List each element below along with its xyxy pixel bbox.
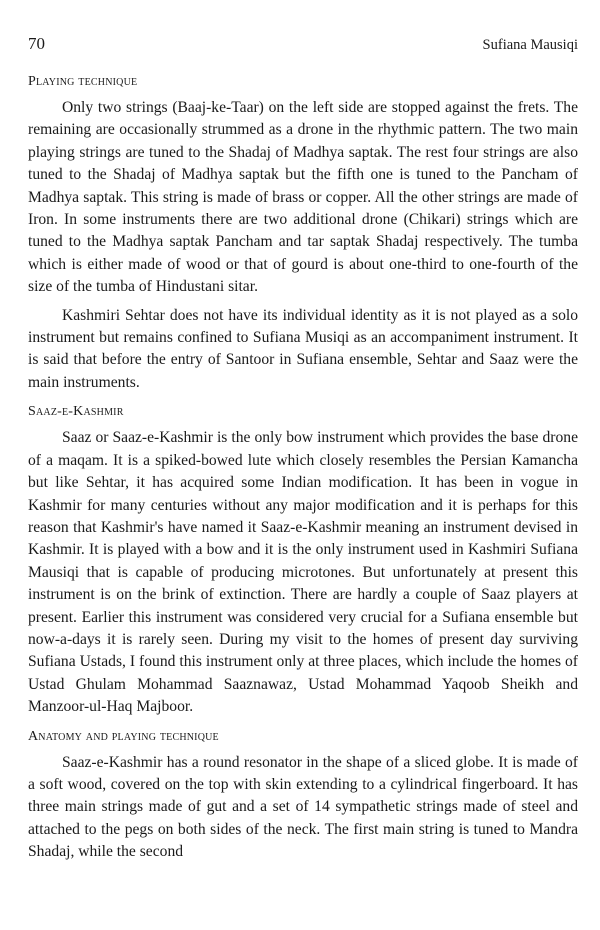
paragraph: Saaz-e-Kashmir has a round resonator in the shape of a sliced globe. It is made of a soft wood, covered on the top with skin extending to a cylindrical fingerboard. It has three main strings made of gut and a set of 14 sympathetic strings made of steel and attached to the pegs on both sides of the neck. The first main string is tuned to Mandra Shadaj, while the second xyxy=(28,753,578,861)
section-heading: Anatomy and playing technique xyxy=(28,728,219,744)
paragraph: Saaz or Saaz-e-Kashmir is the only bow instrument which provides the base drone of a maqam. It is a spiked-bowed lute which closely resembles the Persian Kamancha but like Sehtar, it has acquired some Indian modification. It has been in vogue in Kashmir for many centuries without any major modification and it is perhaps for this reason that Kashmir's have named it Saaz-e-Kashmir meaning an instrument devised in Kashmir. It is played with a bow and it is the only instrument used in Kashmiri Sufiana Mausiqi that is capable of producing microtones. But unfortunately at present this instrument is on the brink of extinction. There are hardly a couple of Saaz players at present. Earlier this instrument was considered very crucial for a Sufiana ensemble but now-a-days it is rarely seen. During my visit to the homes of present day surviving Sufiana Ustads, I found this instrument only at three places, which include the homes of Ustad Ghulam Mohammad Saaznawaz, Ustad Mohammad Yaqoob Sheikh and Manzoor-ul-Haq Majboor. xyxy=(28,429,578,716)
section-heading: Saaz-e-Kashmir xyxy=(28,404,124,420)
page-number: 70 xyxy=(28,34,45,53)
section-anatomy xyxy=(28,729,578,864)
section-playing-technique xyxy=(28,74,578,394)
section-saaz-e-kashmir xyxy=(28,404,578,718)
paragraph: Only two strings (Baaj-ke-Taar) on the left side are stopped against the frets. The remaining are occasionally strummed as a drone in the rhythmic pattern. The two main playing strings are tuned to the Shadaj of Madhya saptak. The rest four strings are also tuned to the Shadaj of Madhya saptak but the fifth one is tuned to the Pancham of Madhya saptak. This string is made of brass or copper. All the other strings are made of Iron. In some instruments there are two additional drone (Chikari) strings which are tuned to the Madhya saptak Pancham and tar saptak Shadaj respectively. The tumba which is either made of wood or that of gourd is about one-third to one-fourth of the size of the tumba of Hindustani sitar. xyxy=(28,99,578,296)
running-head: Sufiana Mausiqi xyxy=(482,37,578,53)
page-header xyxy=(28,34,578,60)
section-heading: Playing technique xyxy=(28,74,138,89)
paragraph: Kashmiri Sehtar does not have its individual identity as it is not played as a solo instrument but remains confined to Sufiana Musiqi as an accompaniment instrument. It is said that before the entry of Santoor in Sufiana ensemble, Sehtar and Saaz were the main instruments. xyxy=(28,306,578,391)
